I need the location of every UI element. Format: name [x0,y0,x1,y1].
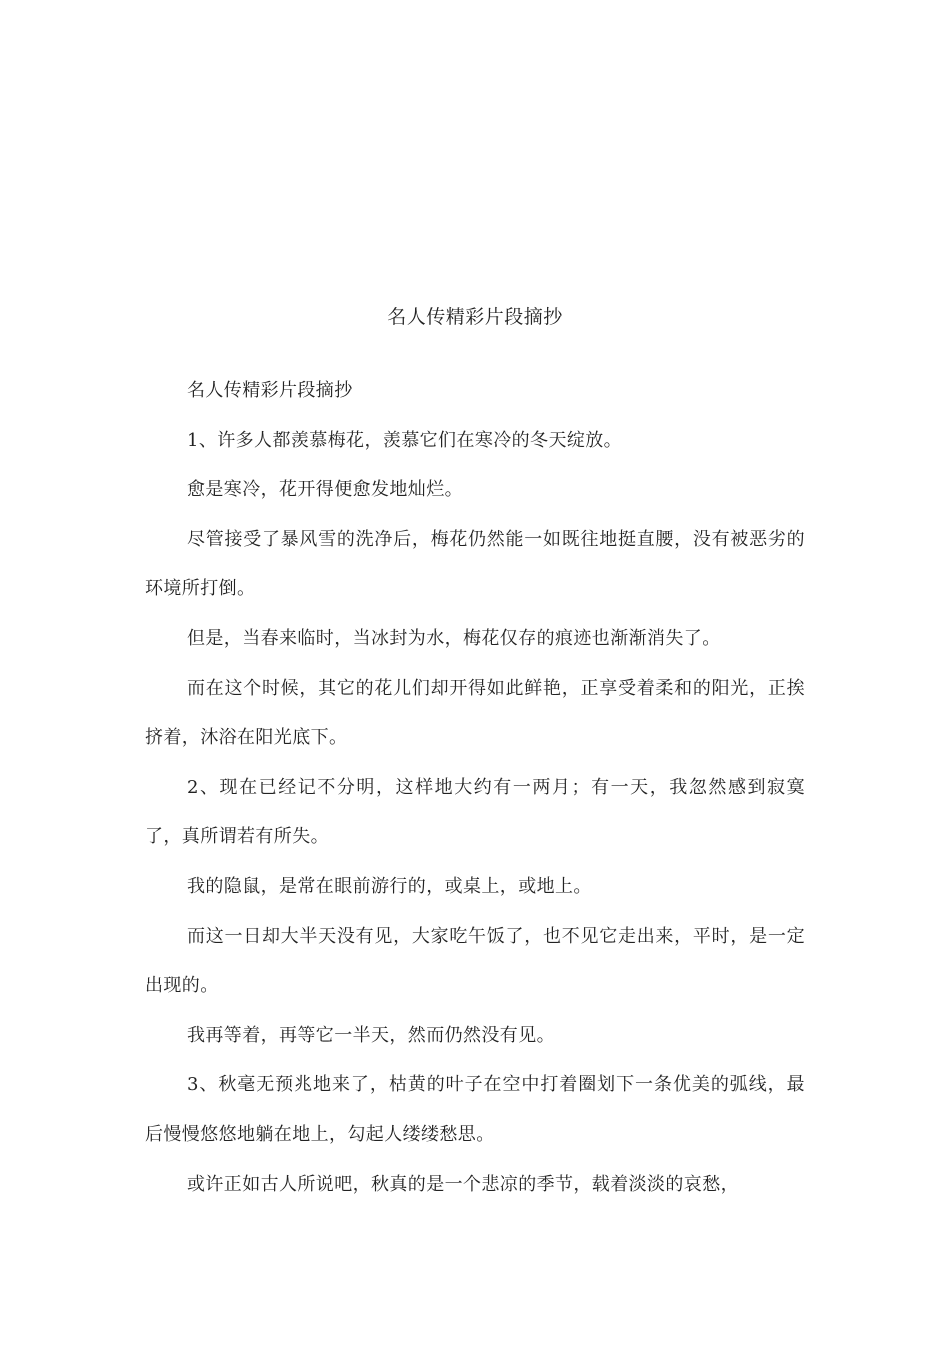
paragraph-2: 愈是寒冷，花开得便愈发地灿烂。 [187,479,463,501]
paragraph-9: 我再等着，再等它一半天，然而仍然没有见。 [187,1024,555,1046]
document-title: 名人传精彩片段摘抄 [387,306,563,328]
paragraph-11: 或许正如古人所说吧，秋真的是一个悲凉的季节，载着淡淡的哀愁， [187,1173,739,1195]
paragraph-10: 3、秋毫无预兆地来了，枯黄的叶子在空中打着圈划下一条优美的弧线，最后慢慢悠悠地躺在地上，勾起人缕缕愁思。 [145,1074,805,1145]
paragraph-8: 而这一日却大半天没有见，大家吃午饭了，也不见它走出来，平时，是一定出现的。 [145,925,805,997]
paragraph-7: 我的隐鼠，是常在眼前游行的，或桌上，或地上。 [187,875,592,897]
paragraph-subtitle: 名人传精彩片段摘抄 [187,380,353,401]
paragraph-4: 但是，当春来临时，当冰封为水，梅花仅存的痕迹也渐渐消失了。 [187,627,721,649]
paragraph-1: 1、许多人都羡慕梅花，羡慕它们在寒冷的冬天绽放。 [187,429,623,451]
paragraph-3: 尽管接受了暴风雪的洗净后，梅花仍然能一如既往地挺直腰，没有被恶劣的环境所打倒。 [145,528,805,600]
document-body [145,366,805,1209]
paragraph-6: 2、现在已经记不分明，这样地大约有一两月；有一天，我忽然感到寂寞了，真所谓若有所失。 [145,776,805,848]
paragraph-5: 而在这个时候，其它的花儿们却开得如此鲜艳，正享受着柔和的阳光，正挨挤着，沐浴在阳光底下。 [145,677,805,749]
